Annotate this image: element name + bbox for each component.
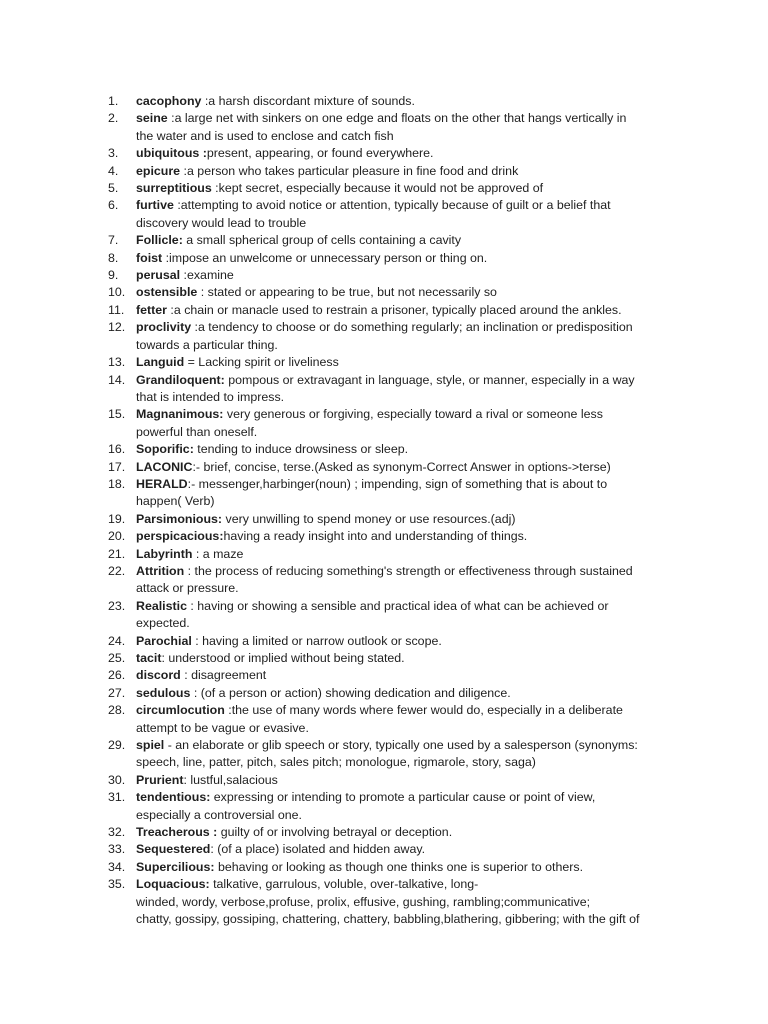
definition-first-line <box>136 702 688 719</box>
vocabulary-term: Parochial <box>136 633 192 648</box>
definition-text: :impose an unwelcome or unnecessary person or thing on. <box>162 250 488 265</box>
definition-first-line <box>136 789 688 806</box>
list-item <box>108 824 688 841</box>
definition-continuation-line <box>136 337 688 354</box>
list-item <box>108 650 688 667</box>
list-item <box>108 197 688 232</box>
list-item-number: 33. <box>108 842 126 857</box>
vocabulary-term: perusal <box>136 268 181 283</box>
definition-text: speech, line, patter, pitch, sales pitch; monologue, rigmarole, story, saga) <box>136 755 536 770</box>
definition-text: : stated or appearing to be true, but not necessarily so <box>197 285 497 300</box>
definition-first-line <box>136 459 688 476</box>
definition-text: : (of a place) isolated and hidden away. <box>210 842 426 857</box>
list-item-number: 7. <box>108 233 119 248</box>
definition-first-line <box>136 476 688 493</box>
list-item-number: 9. <box>108 268 119 283</box>
list-item <box>108 476 688 511</box>
list-item-number: 11. <box>108 302 125 317</box>
definition-continuation-line <box>136 424 688 441</box>
list-item <box>108 876 688 928</box>
vocabulary-term: discord <box>136 668 181 683</box>
definition-first-line <box>136 563 688 580</box>
definition-first-line <box>136 232 688 249</box>
list-item <box>108 145 688 162</box>
list-item-number: 25. <box>108 651 126 665</box>
vocabulary-term: Grandiloquent: <box>136 372 225 387</box>
definition-first-line <box>136 667 688 684</box>
list-item-number: 23. <box>108 598 126 613</box>
vocabulary-term: Attrition <box>136 563 185 578</box>
definition-text: :a harsh discordant mixture of sounds. <box>201 94 415 108</box>
list-item <box>108 302 688 319</box>
definition-first-line <box>136 546 688 563</box>
vocabulary-term: Parsimonious: <box>136 511 223 526</box>
definition-text: chatty, gossipy, gossiping, chattering, chattery, babbling,blathering, gibbering; with the gift of <box>136 912 640 927</box>
vocabulary-term: ubiquitous : <box>136 146 207 161</box>
list-item <box>108 354 688 371</box>
definition-text: : disagreement <box>180 668 267 683</box>
definition-continuation-line <box>136 807 688 824</box>
vocabulary-term: LACONIC <box>136 459 193 474</box>
definition-text: discovery would lead to trouble <box>136 215 307 230</box>
definition-first-line <box>136 163 688 180</box>
vocabulary-term: Labyrinth <box>136 546 193 561</box>
definition-text: behaving or looking as though one thinks one is superior to others. <box>214 859 584 874</box>
list-item <box>108 511 688 528</box>
list-item-number: 22. <box>108 563 126 578</box>
vocabulary-term: Magnanimous: <box>136 407 224 422</box>
list-item-number: 5. <box>108 181 119 196</box>
definition-first-line <box>136 180 688 197</box>
list-item <box>108 163 688 180</box>
list-item <box>108 406 688 441</box>
list-item <box>108 546 688 563</box>
definition-text: :a chain or manacle used to restrain a prisoner, typically placed around the ankles. <box>166 302 622 317</box>
list-item-number: 32. <box>108 825 126 840</box>
list-item <box>108 441 688 458</box>
vocabulary-term: Loquacious: <box>136 877 210 892</box>
definition-first-line <box>136 93 688 110</box>
list-item-number: 28. <box>108 703 126 718</box>
definition-first-line <box>136 841 688 858</box>
definition-continuation-line <box>136 128 688 145</box>
list-item-number: 16. <box>108 442 126 457</box>
definition-text: present, appearing, or found everywhere. <box>206 146 434 161</box>
vocabulary-term: Soporific: <box>136 442 194 457</box>
definition-text: expected. <box>136 616 190 631</box>
definition-text: especially a controversial one. <box>136 807 302 822</box>
definition-first-line <box>136 650 688 667</box>
definition-continuation-line <box>136 215 688 232</box>
definition-continuation-line <box>136 911 688 928</box>
definition-text: :examine <box>180 268 234 283</box>
list-item <box>108 319 688 354</box>
definition-text: :- messenger,harbinger(noun) ; impending, sign of something that is about to <box>187 476 608 491</box>
vocabulary-term: Treacherous : <box>136 825 218 840</box>
list-item-number: 4. <box>108 163 119 178</box>
list-item-number: 19. <box>108 511 126 526</box>
list-item-number: 24. <box>108 633 126 648</box>
vocabulary-term: ostensible <box>136 285 198 300</box>
definition-text: - an elaborate or glib speech or story, typically one used by a salesperson (synonyms: <box>164 738 638 753</box>
list-item <box>108 737 688 772</box>
list-item <box>108 685 688 702</box>
definition-text: happen( Verb) <box>136 494 215 509</box>
definition-text: talkative, garrulous, voluble, over-talkative, long- <box>209 877 479 892</box>
list-item-number: 21. <box>108 546 126 561</box>
definition-first-line <box>136 598 688 615</box>
definition-first-line <box>136 441 688 458</box>
list-item-number: 31. <box>108 790 126 805</box>
definition-text: : understood or implied without being stated. <box>161 651 405 665</box>
vocabulary-term: HERALD <box>136 476 188 491</box>
definition-continuation-line <box>136 720 688 737</box>
list-item <box>108 180 688 197</box>
definition-first-line <box>136 876 688 893</box>
definition-continuation-line <box>136 894 688 911</box>
list-item <box>108 772 688 789</box>
definition-text: towards a particular thing. <box>136 337 278 352</box>
list-item-number: 10. <box>108 285 126 300</box>
list-item <box>108 372 688 407</box>
definition-text: : the process of reducing something's strength or effectiveness through sustained <box>184 563 633 578</box>
definition-text: very unwilling to spend money or use resources.(adj) <box>222 511 516 526</box>
definition-first-line <box>136 267 688 284</box>
definition-first-line <box>136 110 688 127</box>
definition-text: : having or showing a sensible and practical idea of what can be achieved or <box>186 598 609 613</box>
definition-text: that is intended to impress. <box>136 389 285 404</box>
list-item <box>108 598 688 633</box>
definition-text: expressing or intending to promote a particular cause or point of view, <box>210 790 596 805</box>
vocabulary-term: foist <box>136 250 163 265</box>
definition-text: :a tendency to choose or do something regularly; an inclination or predisposition <box>191 320 633 335</box>
vocabulary-term: circumlocution <box>136 703 225 718</box>
list-item-number: 27. <box>108 685 126 700</box>
definition-first-line <box>136 737 688 754</box>
vocabulary-term: perspicacious: <box>136 529 224 544</box>
list-item <box>108 667 688 684</box>
list-item-number: 34. <box>108 859 126 874</box>
list-item <box>108 633 688 650</box>
definition-first-line <box>136 685 688 702</box>
definition-first-line <box>136 302 688 319</box>
definition-first-line <box>136 319 688 336</box>
vocabulary-term: Follicle: <box>136 233 183 248</box>
vocabulary-term: furtive <box>136 198 174 213</box>
definition-text: :a person who takes particular pleasure in fine food and drink <box>180 163 519 178</box>
list-item-number: 13. <box>108 355 126 370</box>
list-item-number: 12. <box>108 320 126 335</box>
vocabulary-term: tendentious: <box>136 790 211 805</box>
definition-text: attack or pressure. <box>136 581 239 596</box>
vocabulary-term: proclivity <box>136 320 192 335</box>
list-item <box>108 859 688 876</box>
definition-first-line <box>136 197 688 214</box>
definition-first-line <box>136 250 688 267</box>
vocabulary-term: Realistic <box>136 598 187 613</box>
list-item <box>108 93 688 110</box>
vocabulary-list <box>108 93 688 929</box>
definition-text: attempt to be vague or evasive. <box>136 720 309 735</box>
definition-first-line <box>136 772 688 789</box>
vocabulary-term: Languid <box>136 355 185 370</box>
list-item-number: 17. <box>108 459 126 474</box>
list-item-number: 35. <box>108 877 126 892</box>
list-item <box>108 250 688 267</box>
list-item-number: 3. <box>108 146 119 161</box>
vocabulary-term: Sequestered <box>136 842 211 857</box>
list-item <box>108 563 688 598</box>
list-item <box>108 789 688 824</box>
definition-text: : (of a person or action) showing dedication and diligence. <box>190 685 511 700</box>
definition-text: pompous or extravagant in language, style, or manner, especially in a way <box>224 372 635 387</box>
definition-first-line <box>136 633 688 650</box>
vocabulary-term: Supercilious: <box>136 859 215 874</box>
list-item <box>108 841 688 858</box>
vocabulary-term: tacit <box>136 651 162 665</box>
list-item-number: 20. <box>108 529 126 544</box>
vocabulary-term: sedulous <box>136 685 191 700</box>
definition-text: : lustful,salacious <box>183 772 278 787</box>
vocabulary-term: spiel <box>136 738 165 753</box>
definition-text: :- brief, concise, terse.(Asked as synonym-Correct Answer in options->terse) <box>192 459 611 474</box>
definition-text: tending to induce drowsiness or sleep. <box>193 442 409 457</box>
list-item-number: 26. <box>108 668 126 683</box>
list-item <box>108 284 688 301</box>
list-item-number: 14. <box>108 372 126 387</box>
definition-continuation-line <box>136 580 688 597</box>
definition-text: winded, wordy, verbose,profuse, prolix, effusive, gushing, rambling;communicative; <box>136 894 591 909</box>
definition-text: : having a limited or narrow outlook or scope. <box>191 633 442 648</box>
definition-continuation-line <box>136 754 688 771</box>
list-item-number: 2. <box>108 111 119 126</box>
list-item-number: 30. <box>108 772 126 787</box>
definition-text: guilty of or involving betrayal or deception. <box>217 825 453 840</box>
list-item-number: 18. <box>108 476 126 491</box>
vocabulary-term: epicure <box>136 163 181 178</box>
definition-text: :a large net with sinkers on one edge and floats on the other that hangs vertically in <box>167 111 627 126</box>
definition-continuation-line <box>136 389 688 406</box>
definition-text: powerful than oneself. <box>136 424 258 439</box>
vocabulary-term: fetter <box>136 302 167 317</box>
definition-text: :the use of many words where fewer would do, especially in a deliberate <box>224 703 623 718</box>
list-item-number: 8. <box>108 250 119 265</box>
definition-first-line <box>136 859 688 876</box>
definition-first-line <box>136 824 688 841</box>
definition-first-line <box>136 284 688 301</box>
list-item <box>108 110 688 145</box>
definition-first-line <box>136 406 688 423</box>
definition-first-line <box>136 145 688 162</box>
definition-continuation-line <box>136 493 688 510</box>
definition-text: = Lacking spirit or liveliness <box>184 355 339 370</box>
definition-first-line <box>136 372 688 389</box>
definition-text: a small spherical group of cells containing a cavity <box>182 233 462 248</box>
list-item <box>108 232 688 249</box>
list-item <box>108 702 688 737</box>
vocabulary-term: surreptitious <box>136 181 212 196</box>
definition-first-line <box>136 354 688 371</box>
definition-first-line <box>136 528 688 545</box>
list-item-number: 15. <box>108 407 126 422</box>
list-item <box>108 459 688 476</box>
definition-continuation-line <box>136 615 688 632</box>
vocabulary-term: seine <box>136 111 168 126</box>
definition-text: :attempting to avoid notice or attention, typically because of guilt or a belief that <box>173 198 611 213</box>
list-item-number: 1. <box>108 94 119 108</box>
definition-text: the water and is used to enclose and catch fish <box>136 128 394 143</box>
vocabulary-term: Prurient <box>136 772 184 787</box>
definition-text: :kept secret, especially because it would not be approved of <box>211 181 544 196</box>
definition-first-line <box>136 511 688 528</box>
list-item <box>108 267 688 284</box>
list-item <box>108 528 688 545</box>
definition-text: : a maze <box>192 546 244 561</box>
definition-text: very generous or forgiving, especially toward a rival or someone less <box>223 407 603 422</box>
list-item-number: 29. <box>108 738 126 753</box>
definition-text: having a ready insight into and understanding of things. <box>223 529 528 544</box>
list-item-number: 6. <box>108 198 119 213</box>
vocabulary-term: cacophony <box>136 94 202 108</box>
